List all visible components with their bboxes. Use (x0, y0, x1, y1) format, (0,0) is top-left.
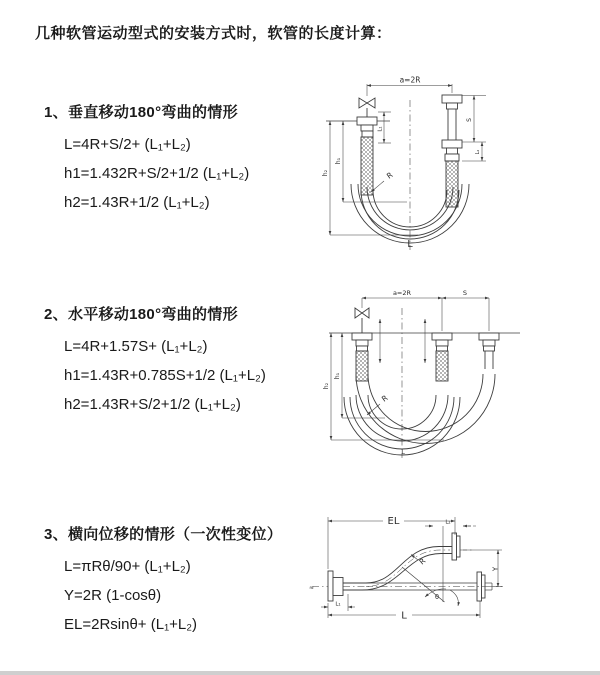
section-1-heading: 1、垂直移动180°弯曲的情形 (44, 104, 238, 121)
hose-drawing-1 (326, 95, 469, 250)
section-1-formula-h1: h1=1.432R+S/2+1/2 (L₁+L₂) (64, 165, 250, 182)
dim-label-s: S (466, 118, 473, 122)
section-1-formula-h2: h2=1.43R+1/2 (L₁+L₂) (64, 194, 210, 211)
right-fitting-lower (442, 140, 462, 161)
dim-label-l: L (407, 239, 413, 250)
dim-label-l1: L₁ (335, 601, 341, 608)
top-right-flange (452, 533, 460, 560)
section-2 (44, 303, 314, 419)
page-title: 几种软管运动型式的安装方式时，软管的长度计算： (35, 25, 392, 42)
braided-section-right (446, 161, 458, 207)
dim-label-a2r: a=2R (392, 289, 412, 297)
right-fitting (479, 333, 499, 351)
left-fitting (357, 117, 377, 137)
braided-section-left (361, 137, 373, 195)
dim-label-a2r: a=2R (399, 75, 421, 85)
angle-arc-right (450, 590, 458, 606)
dim-label-l: L (401, 610, 407, 622)
hose-arcs (344, 374, 495, 455)
dim-label-h1: h₁ (334, 372, 341, 380)
middle-fitting (432, 333, 452, 351)
section-3-formula-L: L=πRθ/90+ (L₁+L₂) (64, 558, 191, 575)
diagram-horizontal-180-bend (315, 283, 600, 468)
section-1 (44, 101, 314, 217)
hose-top-line (343, 547, 452, 584)
valve-icon (359, 98, 375, 117)
dim-label-theta: θ (435, 593, 439, 601)
dim-label-r: R (379, 393, 390, 404)
section-3-formula-Y: Y=2R (1-cosθ) (64, 587, 162, 604)
section-3-formula-EL: EL=2Rsinθ+ (L₁+L₂) (64, 616, 198, 633)
hose-bottom-line (343, 554, 452, 591)
dim-label-l: L (401, 448, 405, 456)
braided-section-left (356, 351, 368, 381)
section-2-heading: 2、水平移动180°弯曲的情形 (44, 306, 238, 323)
dim-label-l2: L₂ (445, 519, 451, 526)
right-fitting-upper (442, 95, 462, 109)
section-3 (44, 523, 314, 639)
page-bottom-edge (0, 671, 600, 675)
dim-label-h2: h₂ (323, 382, 330, 390)
dim-label-l2: L₂ (475, 149, 481, 155)
hose-drawing-2 (329, 308, 520, 458)
dim-label-r: R (417, 556, 428, 567)
dim-label-l1: L₁ (377, 126, 384, 132)
dim-label-r: R (384, 170, 395, 181)
diagram-vertical-180-bend (310, 72, 590, 267)
braided-section-middle (436, 351, 448, 381)
dim-label-s: S (462, 289, 468, 297)
dimension-lines-3 (321, 517, 502, 618)
left-fitting (352, 333, 372, 351)
pipe-break-mark: ≈ (309, 584, 315, 592)
dim-label-h1: h₁ (335, 157, 342, 165)
dim-label-y: Y (491, 566, 500, 572)
valve-icon (355, 308, 369, 333)
section-1-formula-L: L=4R+S/2+ (L₁+L₂) (64, 136, 191, 153)
section-2-formula-h2: h2=1.43R+S/2+1/2 (L₁+L₂) (64, 396, 241, 413)
section-2-formula-h1: h1=1.43R+0.785S+1/2 (L₁+L₂) (64, 367, 266, 384)
section-3-heading: 3、横向位移的情形（一次性变位） (44, 526, 283, 543)
hose-drawing-3 (312, 526, 503, 602)
dim-label-h2: h₂ (322, 169, 329, 177)
diagram-lateral-displacement (300, 505, 600, 655)
dim-label-el: EL (387, 516, 400, 527)
dimension-lines-1 (330, 84, 486, 235)
section-2-formula-L: L=4R+1.57S+ (L₁+L₂) (64, 338, 208, 355)
left-flange (328, 571, 343, 601)
